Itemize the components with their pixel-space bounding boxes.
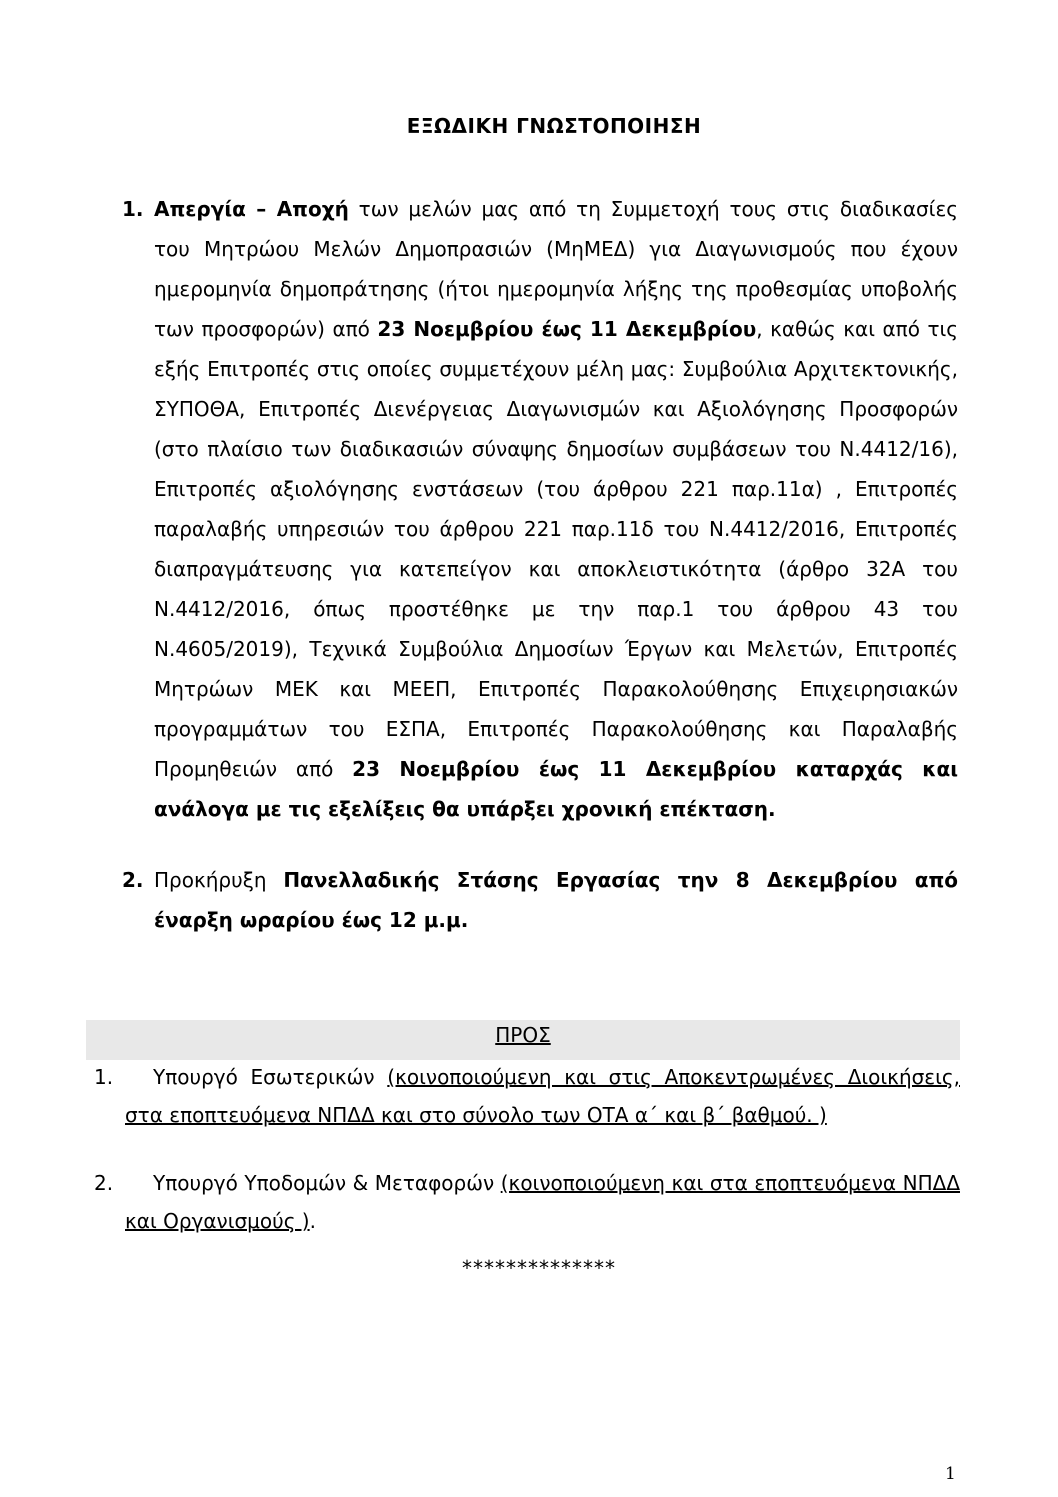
text: Προκήρυξη [154,868,284,892]
bold-text: 23 Νοεμβρίου έως 11 Δεκεμβρίου [377,317,757,341]
bold-text: Απεργία – Αποχή [154,197,349,221]
recipients-label: ΠΡΟΣ [495,1023,551,1047]
recipient-2 [94,1164,960,1240]
list-item-text [154,860,958,940]
list-item-2 [122,860,958,940]
text: , καθώς και από τις εξής Επιτροπές στις οποίες συμμετέχουν μέλη μας: Συμβούλια Αρχιτεκτονικής, ΣΥΠΟΘΑ, Επιτροπές Διενέργειας Διαγωνισμών και Αξιολόγησης Προσφορών (στο πλαίσιο των διαδικασιών σύναψης δημοσίων συμβάσεων του Ν.4412/16), Επιτροπές αξιολόγησης ενστάσεων (του άρθρου 221 παρ.11α) , Επιτροπές παραλαβής υπηρεσιών του άρθρου 221 παρ.11δ του Ν.4412/2016, Επιτροπές διαπραγμάτευσης για κατεπείγον και αποκλειστικότητα (άρθρο 32Α του Ν.4412/2016, όπως προστέθηκε με την παρ.1 του άρθρου 43 του Ν.4605/2019), Τεχνικά Συμβούλια Δημοσίων Έργων και Μελετών, Επιτροπές Μητρώων ΜΕΚ και ΜΕΕΠ, Επιτροπές Παρακολούθησης Επιχειρησιακών προγραμμάτων του ΕΣΠΑ, Επιτροπές Παρακολούθησης και Παραλαβής Προμηθειών από [154,317,959,781]
recipient-number: 1. [94,1065,114,1089]
recipient-text [125,1164,960,1240]
page-number: 1 [945,1464,956,1484]
recipient-1 [94,1058,960,1134]
text: των μελών μας από τη Συμμετοχή τους στις διαδικασίες του Μητρώου Μελών Δημοπρασιών (ΜηΜΕΔ) για Διαγωνισμούς που έχουν ημερομηνία δημοπράτησης (ήτοι ημερομηνία λήξης της προθεσμίας υποβολής των προσφορών) από [154,197,958,341]
list-item-number: 2. [122,868,144,892]
recipient-name: Υπουργό Εσωτερικών [153,1065,388,1089]
recipient-number: 2. [94,1171,114,1195]
separator: ************** [462,1256,616,1280]
recipient-note: (κοινοποιούμενη και στα εποπτευόμενα ΝΠΔΔ και Οργανισμούς ) [125,1171,960,1233]
list-item-text [154,189,958,829]
bold-text: 23 Νοεμβρίου έως 11 Δεκεμβρίου καταρχάς και ανάλογα με τις εξελίξεις θα υπάρξει χρονική επέκταση. [154,757,958,821]
recipient-name: Υπουργό Υποδομών & Μεταφορών [153,1171,501,1195]
bold-text: Πανελλαδικής Στάσης Εργασίας την 8 Δεκεμβρίου από έναρξη ωραρίου έως 12 μ.μ. [154,868,959,932]
document-title: ΕΞΩΔΙΚΗ ΓΝΩΣΤΟΠΟΙΗΣΗ [406,114,702,138]
list-item-1 [122,189,958,829]
recipient-tail: . [309,1209,316,1233]
recipient-text [125,1058,960,1134]
list-item-number: 1. [122,197,144,221]
recipients-header [86,1020,960,1060]
recipient-note: (κοινοποιούμενη και στις Αποκεντρωμένες Διοικήσεις, στα εποπτευόμενα ΝΠΔΔ και στο σύνολο των ΟΤΑ α΄ και β΄ βαθμού. ) [125,1065,960,1127]
